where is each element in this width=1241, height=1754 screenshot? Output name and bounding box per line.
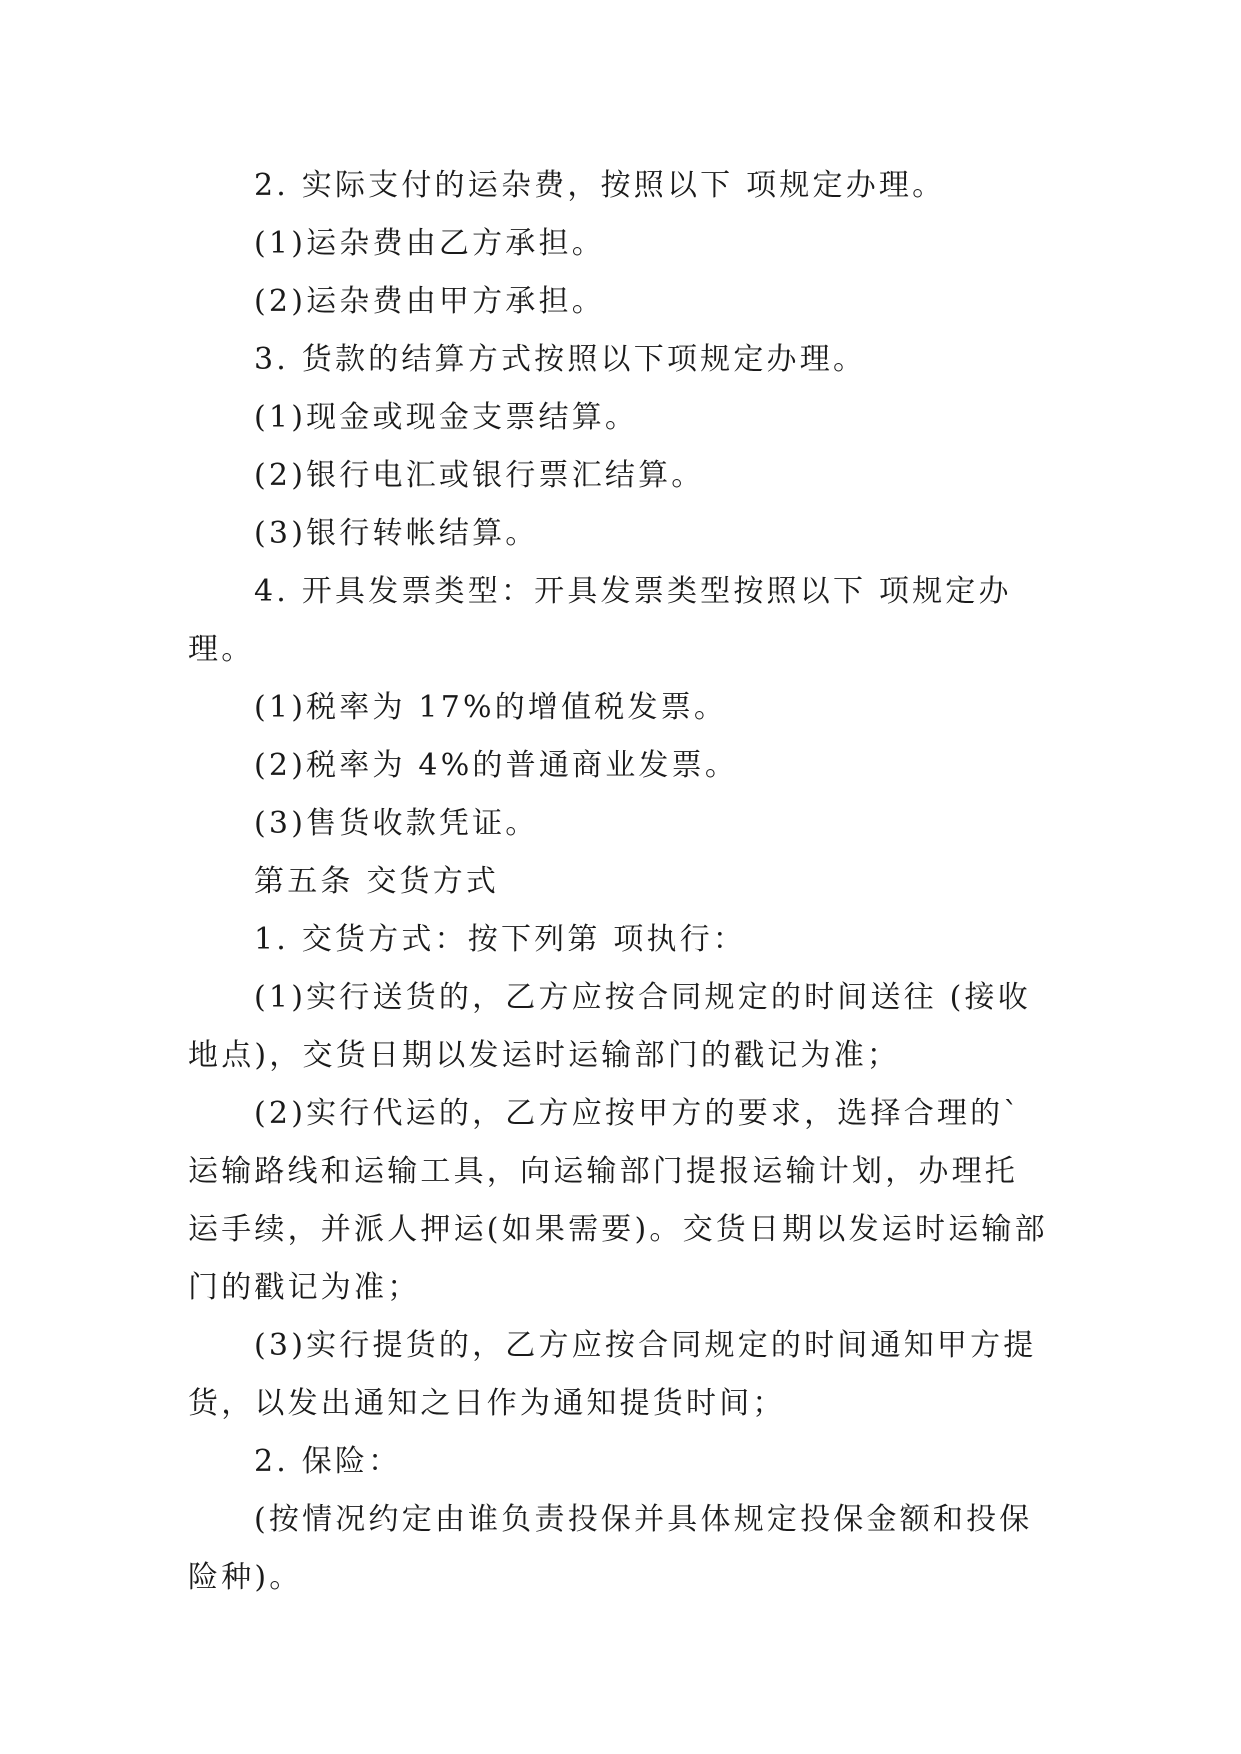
- section-heading-article-5: 第五条 交货方式: [254, 864, 500, 899]
- paragraph-freight-payment: 2. 实际支付的运杂费，按照以下 项规定办理。: [254, 168, 946, 203]
- paragraph-settlement-method: 3. 货款的结算方式按照以下项规定办理。: [254, 342, 867, 377]
- paragraph-freight-option-2: (2)运杂费由甲方承担。: [254, 284, 605, 319]
- document-body: [188, 157, 1048, 1607]
- paragraph-settlement-option-3: (3)银行转帐结算。: [254, 516, 539, 551]
- paragraph-delivery-option-3: (3)实行提货的，乙方应按合同规定的时间通知甲方提货，以发出通知之日作为通知提货时间；: [188, 1328, 1037, 1421]
- paragraph-settlement-option-1: (1)现金或现金支票结算。: [254, 400, 639, 435]
- paragraph-freight-option-1: (1)运杂费由乙方承担。: [254, 226, 605, 261]
- paragraph-delivery-option-2: (2)实行代运的，乙方应按甲方的要求，选择合理的`运输路线和运输工具，向运输部门提报运输计划，办理托运手续，并派人押运(如果需要)。交货日期以发运时运输部门的戳记为准；: [188, 1096, 1048, 1305]
- paragraph-settlement-option-2: (2)银行电汇或银行票汇结算。: [254, 458, 705, 493]
- paragraph-insurance: 2. 保险：: [254, 1444, 402, 1479]
- paragraph-insurance-detail: (按情况约定由谁负责投保并具体规定投保金额和投保险种)。: [188, 1502, 1033, 1595]
- paragraph-invoice-option-2: (2)税率为 4%的普通商业发票。: [254, 748, 739, 783]
- paragraph-delivery-option-1: (1)实行送货的，乙方应按合同规定的时间送往 (接收地点)，交货日期以发运时运输部门的戳记为准；: [188, 980, 1031, 1073]
- paragraph-invoice-option-3: (3)售货收款凭证。: [254, 806, 539, 841]
- paragraph-invoice-option-1: (1)税率为 17%的增值税发票。: [254, 690, 728, 725]
- paragraph-delivery-method: 1. 交货方式：按下列第 项执行：: [254, 922, 747, 957]
- paragraph-invoice-type: 4. 开具发票类型：开具发票类型按照以下 项规定办理。: [188, 574, 1012, 667]
